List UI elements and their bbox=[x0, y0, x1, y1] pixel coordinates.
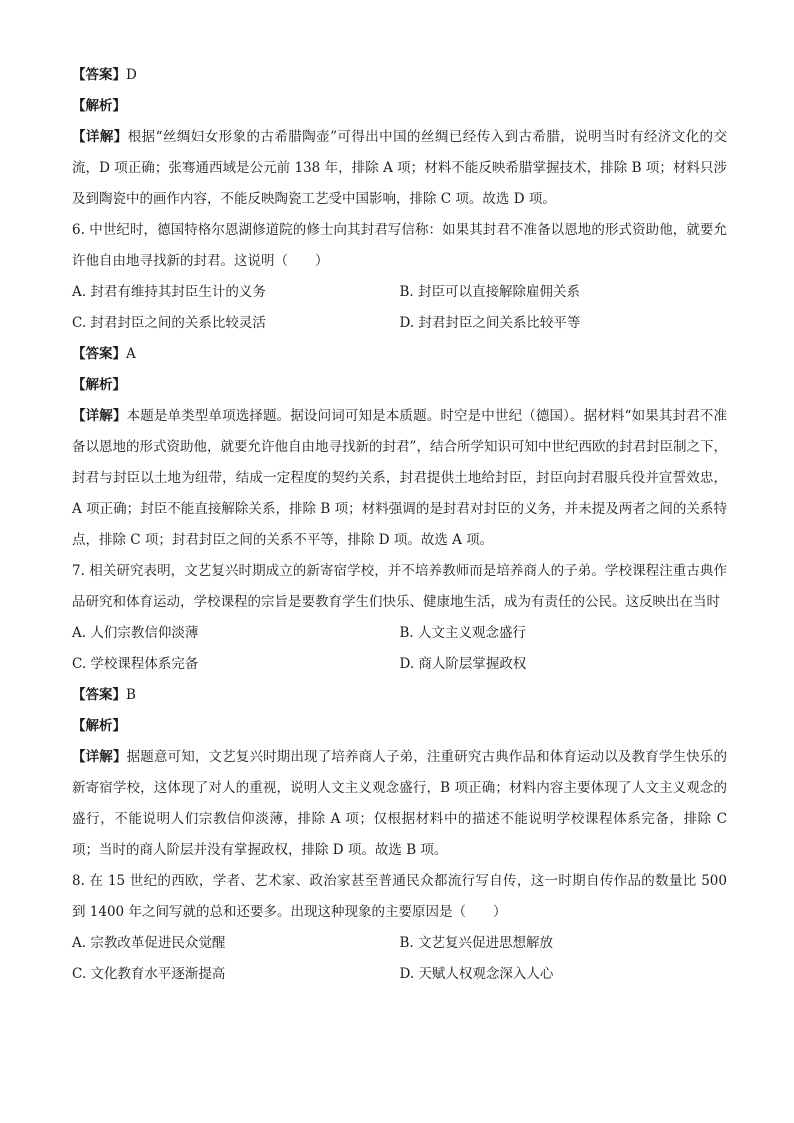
detail-paragraph bbox=[72, 742, 727, 866]
option-c: C. 学校课程体系完备 bbox=[72, 656, 199, 672]
analysis-heading: 【解析】 bbox=[72, 718, 126, 734]
answer-value: B bbox=[126, 687, 136, 703]
document-page bbox=[72, 60, 727, 990]
answer-line bbox=[72, 339, 727, 370]
option-b: B. 封臣可以直接解除雇佣关系 bbox=[399, 284, 581, 300]
detail-text: 根据“丝绸妇女形象的古希腊陶壶”可得出中国的丝绸已经传入到古希腊，说明当时有经济文化的交流，D 项正确；张骞通西域是公元前 138 年，排除 A 项；材料不能反映希腊掌握技术，排除 B 项；材料只涉及到陶瓷中的画作内容，不能反映陶瓷工艺受中国影响，排除 C 项。故选 D 项。 bbox=[72, 129, 727, 207]
question-stem: 7. 相关研究表明，文艺复兴时期成立的新寄宿学校，并不培养教师而是培养商人的子弟。学校课程注重古典作品研究和体育运动，学校课程的宗旨是要教育学生们快乐、健康地生活，成为有责任的公民。这反映出在当时 bbox=[72, 563, 727, 610]
analysis-heading: 【解析】 bbox=[72, 98, 126, 114]
option-c: C. 文化教育水平逐渐提高 bbox=[72, 966, 226, 982]
detail-label: 【详解】 bbox=[72, 129, 128, 145]
detail-paragraph bbox=[72, 401, 727, 556]
option-d: D. 封君封臣之间关系比较平等 bbox=[399, 315, 581, 331]
option-b: B. 文艺复兴促进思想解放 bbox=[399, 935, 554, 951]
question-stem: 8. 在 15 世纪的西欧，学者、艺术家、政治家甚至普通民众都流行写自传，这一时期自传作品的数量比 500 到 1400 年之间写就的总和还要多。出现这种现象的主要原因是（ ） bbox=[72, 873, 727, 920]
answer-label: 【答案】 bbox=[72, 346, 126, 362]
option-a: A. 封君有维持其封臣生计的义务 bbox=[72, 284, 266, 300]
option-row bbox=[72, 308, 727, 339]
answer-line bbox=[72, 60, 727, 91]
analysis-heading: 【解析】 bbox=[72, 377, 126, 393]
option-d: D. 天赋人权观念深入人心 bbox=[399, 966, 554, 982]
option-row bbox=[72, 959, 727, 990]
option-a: A. 人们宗教信仰淡薄 bbox=[72, 625, 199, 641]
detail-text: 据题意可知，文艺复兴时期出现了培养商人子弟，注重研究古典作品和体育运动以及教育学生快乐的新寄宿学校，这体现了对人的重视，说明人文主义观念盛行，B 项正确；材料内容主要体现了人文主义观念的盛行，不能说明人们宗教信仰淡薄，排除 A 项；仅根据材料中的描述不能说明学校课程体系完备，排除 C 项；当时的商人阶层并没有掌握政权，排除 D 项。故选 B 项。 bbox=[72, 749, 728, 858]
detail-text: 本题是单类型单项选择题。据设问词可知是本质题。时空是中世纪（德国）。据材料“如果其封君不准备以恩地的形式资助他，就要允许他自由地寻找新的封君”，结合所学知识可知中世纪西欧的封君封臣制之下，封君与封臣以土地为纽带，结成一定程度的契约关系，封君提供土地给封臣，封臣向封君服兵役并宣誓效忠，A 项正确；封臣不能直接解除关系，排除 B 项；材料强调的是封君对封臣的义务，并未提及两者之间的关系特点，排除 C 项；封君封臣之间的关系不平等，排除 D 项。故选 A 项。 bbox=[72, 408, 728, 548]
option-row bbox=[72, 618, 727, 649]
option-b: B. 人文主义观念盛行 bbox=[399, 625, 527, 641]
answer-line bbox=[72, 680, 727, 711]
option-d: D. 商人阶层掌握政权 bbox=[399, 656, 527, 672]
answer-label: 【答案】 bbox=[72, 67, 126, 83]
answer-value: D bbox=[126, 67, 137, 83]
option-c: C. 封君封臣之间的关系比较灵活 bbox=[72, 315, 266, 331]
option-a: A. 宗教改革促进民众觉醒 bbox=[72, 935, 226, 951]
detail-label: 【详解】 bbox=[72, 408, 127, 424]
detail-paragraph bbox=[72, 122, 727, 215]
option-row bbox=[72, 649, 727, 680]
answer-label: 【答案】 bbox=[72, 687, 126, 703]
option-row bbox=[72, 928, 727, 959]
option-row bbox=[72, 277, 727, 308]
detail-label: 【详解】 bbox=[72, 749, 127, 765]
question-stem: 6. 中世纪时，德国特格尔恩湖修道院的修士向其封君写信称：如果其封君不准备以恩地的形式资助他，就要允许他自由地寻找新的封君。这说明（ ） bbox=[72, 222, 727, 269]
answer-value: A bbox=[126, 346, 136, 362]
